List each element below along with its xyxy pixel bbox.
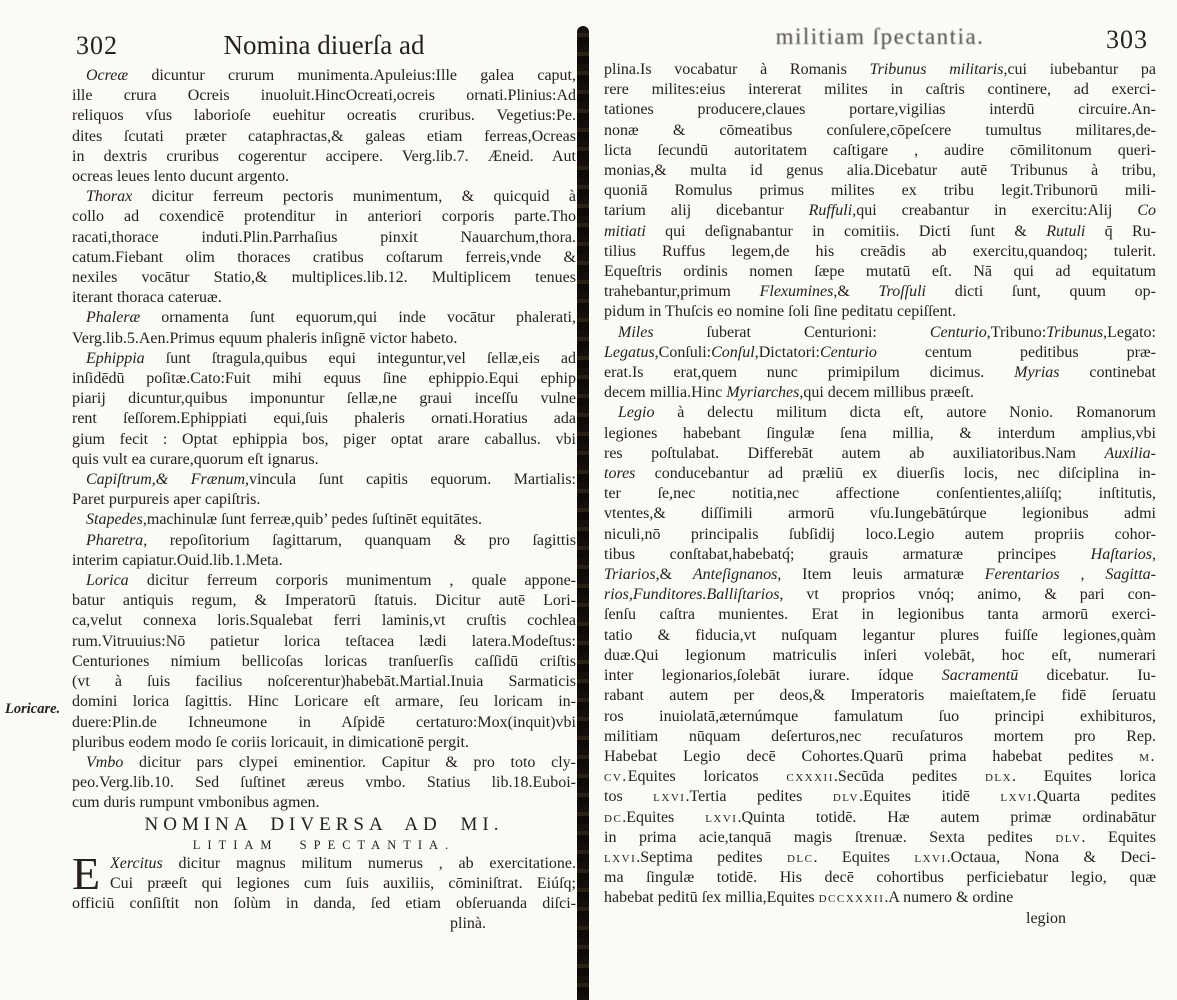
text-run: NOMINA DIVERSA AD MI. xyxy=(144,813,504,835)
text-line xyxy=(72,793,576,813)
text-line xyxy=(72,773,576,793)
text-run: domini lorica ſagittis. Hinc Loricare eſt armare, ſeu loricam in- xyxy=(72,693,576,711)
text-run: inſidēdū poſitæ.Cato:Fuit mihi equus ſine ephippio.Equi ephip xyxy=(72,370,576,388)
text-run: officiū conſiſtit non ſolùm in danda, ſed etiam obſeruanda diſci- xyxy=(72,894,576,912)
roman-numeral: dlc xyxy=(786,848,814,866)
text-line xyxy=(72,207,576,227)
text-run: ſunt ſtragula,quibus equi integuntur,vel ſellæ,eis ad xyxy=(144,349,576,367)
text-line xyxy=(72,753,576,773)
text-run: nexiles vocātur Statio,& multiplices.lib.12. Multiplicem tenues xyxy=(72,269,576,287)
text-run: inter legionarios,ſolebāt iurare. ídque xyxy=(604,667,942,685)
italic-term: Centurio xyxy=(929,323,987,341)
italic-term: Triarios xyxy=(604,566,656,584)
italic-term: Vmbo xyxy=(86,753,124,771)
italic-term: Sagitta- xyxy=(1105,566,1156,584)
text-run: ter ſe,nec notitia,nec affectione conſentientes,aliíſq; inſtitutis, xyxy=(604,485,1156,503)
italic-term: Myriarches xyxy=(726,384,800,402)
book-gutter-shadow xyxy=(577,26,589,1000)
right-page xyxy=(604,24,1156,929)
text-line xyxy=(72,430,576,450)
text-run: , xyxy=(1059,566,1106,584)
italic-term: Co xyxy=(1137,202,1156,220)
text-run: rent ſeſſorem.Ephippiati equi,ſuis phaleris ornati.Horatius ada xyxy=(72,410,576,428)
text-run: batur antiquis regum, & Imperatorū ſtatuis. Dicitur autē Lori- xyxy=(72,592,576,610)
text-run: .Quinta totidē. Hæ autem primæ ordinabātur xyxy=(737,808,1156,826)
text-line xyxy=(72,248,576,268)
roman-numeral: dlx xyxy=(984,768,1013,786)
text-line xyxy=(72,187,576,207)
text-line xyxy=(604,808,1156,828)
text-line xyxy=(72,147,576,167)
text-run: tilius Ruffus legem,de his creādis ab exercitu,quandoq; tulerit. xyxy=(604,242,1156,260)
text-run: q̄ Ru- xyxy=(1085,222,1156,240)
text-run: in dextris cruribus cogerentur accipere. Verg.lib.7. Æneid. Aut xyxy=(72,147,576,165)
italic-term: Flexumines xyxy=(759,283,834,301)
italic-term: Legatus xyxy=(604,343,655,361)
text-line xyxy=(604,767,1156,787)
text-line xyxy=(604,343,1156,363)
left-text xyxy=(72,66,576,934)
text-line xyxy=(604,605,1156,625)
text-line xyxy=(72,713,576,733)
right-running-header: militiam ſpectantia. xyxy=(775,24,985,49)
text-run: racati,thorace induti.Plin.Parrhaſius pinxit Nauarchum,thora. xyxy=(72,228,576,246)
text-line xyxy=(604,80,1156,100)
roman-numeral: lxvi xyxy=(705,808,738,826)
text-line xyxy=(604,60,1156,80)
text-line xyxy=(604,646,1156,666)
text-run: ſenſu caſtra munientes. Erat in legionibus tanta armorū exerci- xyxy=(604,606,1156,624)
text-run: quoniā Romulus primus milites ex tribu legit.Tribunorū mili- xyxy=(604,182,1156,200)
text-line xyxy=(72,106,576,126)
paragraph xyxy=(72,470,576,510)
text-run: .Equites xyxy=(622,808,706,826)
text-line xyxy=(604,545,1156,565)
text-line xyxy=(604,666,1156,686)
left-page-header xyxy=(72,30,576,66)
text-run: interim capiatur.Ouid.lib.1.Meta. xyxy=(72,551,283,569)
text-line xyxy=(72,66,576,86)
text-run: plinà. xyxy=(450,915,486,933)
text-run: collo ad coxendicē protenditur in anteriori corporis parte.Tho xyxy=(72,208,576,226)
text-run: .Equites itidē xyxy=(858,788,1001,806)
italic-term: Ruffuli xyxy=(808,202,853,220)
text-line xyxy=(604,201,1156,221)
text-run: Paret purpureis aper capiſtris. xyxy=(72,491,261,509)
text-run: , vt proprios vnóq; animo, & pari con- xyxy=(779,586,1156,604)
text-run: habebat peditū ſex millia,Equites xyxy=(604,889,819,907)
text-run: dicitur magnus militum numerus , ab exercitatione. xyxy=(162,854,576,872)
text-line xyxy=(604,100,1156,120)
italic-term: Myrias xyxy=(1014,364,1060,382)
italic-term: Ferentarios xyxy=(984,566,1060,584)
text-run: .Quarta pedites xyxy=(1032,788,1156,806)
text-run: vtentes,& diſſimili armorū vſu.Iungebātúrque legionibus admi xyxy=(604,505,1156,523)
text-line xyxy=(604,141,1156,161)
text-line xyxy=(604,282,1156,302)
left-page xyxy=(72,30,576,934)
paragraph xyxy=(72,66,576,187)
text-line xyxy=(604,242,1156,262)
text-line xyxy=(72,268,576,288)
text-line xyxy=(72,632,576,652)
text-run: res poſtulabat. Differebāt autem ab auxiliatoribus.Nam xyxy=(604,444,1105,462)
text-line xyxy=(72,672,576,692)
text-run: pluribus eodem modo ſe coriis loricauit, in dimicationē pergit. xyxy=(72,733,469,751)
text-line xyxy=(604,424,1156,444)
text-line xyxy=(604,525,1156,545)
text-run: rabant autem per deos,& Imperatoris maieſtatem,ſe fidē ſeruatu xyxy=(604,687,1156,705)
text-run: tibus conſtabat,habebatq́; grauis armaturæ principes xyxy=(604,545,1091,563)
text-run: ,cui iubebantur pa xyxy=(1003,61,1156,78)
text-run: gium fecit : Optat ephippia bos, piger optat arare caballus. vbi xyxy=(72,430,576,448)
text-run: ,Conſuli: xyxy=(654,343,712,361)
text-run: dicuntur crurum munimenta.Apuleius:Ille galea caput, xyxy=(128,67,576,84)
text-run: decem millia.Hinc xyxy=(604,384,727,402)
text-run: tationes producere,claues portare,vigilias interdū circuire.An- xyxy=(604,101,1156,119)
text-line xyxy=(604,626,1156,646)
drop-cap: E xyxy=(72,847,101,899)
text-line xyxy=(72,733,576,753)
text-run: ,qui creabantur in exercitu:Alij xyxy=(852,202,1138,220)
text-run: à delectu militum dicta eſt, autore Nonio. Romanorum xyxy=(654,404,1156,422)
paragraph xyxy=(604,403,1156,908)
text-run: centum peditibus præ- xyxy=(876,343,1156,361)
text-line xyxy=(604,484,1156,504)
text-run: . Equites xyxy=(813,848,915,866)
text-line xyxy=(604,828,1156,848)
text-run: ca,velut connexa loris.Squalebat ferri laminis,vt cruſtis cochlea xyxy=(72,612,576,630)
text-line xyxy=(604,121,1156,141)
text-line xyxy=(72,914,576,934)
text-line xyxy=(110,874,576,894)
italic-term: Conſul xyxy=(711,343,755,361)
left-page-number: 302 xyxy=(76,31,118,60)
margin-note: Loricare. xyxy=(5,701,61,717)
text-run: continebat xyxy=(1059,364,1156,382)
italic-term: Auxilia- xyxy=(1104,444,1156,462)
text-run: dites ſcutati præter cataphractas,& galeas etiam ferreas,Ocreas xyxy=(72,127,576,145)
right-page-header xyxy=(604,24,1156,60)
text-line xyxy=(72,510,576,530)
text-run: Centuriones nimium bellicoſas loricas tranſuerſis caſſidū criſtis xyxy=(72,652,576,670)
right-text xyxy=(604,60,1156,929)
text-run: ros inuiolatā,æternúmque famulatum ſuo principi exhibituros, xyxy=(604,707,1156,725)
text-run: ,& xyxy=(655,566,693,584)
italic-term: Pharetra xyxy=(86,531,144,549)
paragraph xyxy=(72,531,576,571)
text-line xyxy=(604,383,1156,403)
text-run: qui deſignabantur in comitiis. Dicti ſunt & xyxy=(645,222,1047,240)
text-line xyxy=(604,464,1156,484)
text-run: reliquos vſus laborioſe euehitur ocreatis cruribus. Vegetius:Pe. xyxy=(72,107,576,125)
text-run: , repoſitorium ſagittarum, quanquam & pro ſagittis xyxy=(143,531,576,549)
text-run: dicitur pars clypei eminentior. Capitur & pro toto cly- xyxy=(123,753,576,771)
text-run: ,qui decem millibus præeſt. xyxy=(799,384,974,402)
paragraph xyxy=(72,847,576,935)
roman-numeral: lxvi xyxy=(604,848,637,866)
text-line xyxy=(72,409,576,429)
italic-term: mitiati xyxy=(604,222,646,240)
text-line xyxy=(72,389,576,409)
text-run: militiam nūquam deſerturos,nec recuſaturos mortem pro Rep. xyxy=(604,727,1156,745)
text-run: ,vincula ſunt capitis equorum. Martialis: xyxy=(245,471,576,489)
text-run: , Item leuis armaturæ xyxy=(777,566,985,584)
text-run: ſuberat Centurioni: xyxy=(653,323,930,341)
text-run: .Secūda pedites xyxy=(833,768,985,786)
text-line xyxy=(604,868,1156,888)
text-run: .Tertia pedites xyxy=(685,788,833,806)
text-run: ornamenta ſunt equorum,qui inde vocātur phalerati, xyxy=(140,309,576,327)
italic-term: Troſſuli xyxy=(878,283,926,301)
text-line xyxy=(604,262,1156,282)
left-running-header: Nomina diuerſa ad xyxy=(223,30,425,60)
paragraph xyxy=(604,60,1156,323)
text-run: ,& xyxy=(833,283,879,301)
text-run: plina.Is vocabatur à Romanis xyxy=(604,61,870,78)
text-line xyxy=(604,444,1156,464)
italic-term: Centurio xyxy=(820,343,877,361)
text-line xyxy=(604,363,1156,383)
text-run: legiones habebant ſingulæ ſena millia, & interdum amplius,vbi xyxy=(604,424,1156,442)
text-line xyxy=(604,585,1156,605)
italic-term: Ephippia xyxy=(86,349,145,367)
text-line xyxy=(110,854,576,874)
italic-term: Stapedes xyxy=(86,511,143,529)
roman-numeral: dccxxxii xyxy=(818,889,885,907)
italic-term: Lorica xyxy=(86,572,129,590)
text-run: , xyxy=(1152,545,1156,563)
text-line xyxy=(604,686,1156,706)
text-line xyxy=(72,450,576,470)
roman-numeral: dc xyxy=(604,808,623,826)
paragraph xyxy=(72,510,576,530)
text-run: legion xyxy=(1026,909,1066,927)
text-line xyxy=(604,909,1156,929)
text-run: rere milites:eius intererat milites in caſtris continere, ad exerci- xyxy=(604,81,1156,99)
text-line xyxy=(604,727,1156,747)
text-run: .A numero & ordine xyxy=(884,889,1014,907)
text-line xyxy=(604,403,1156,423)
text-line xyxy=(72,470,576,490)
text-run: erat.Is erat,quem nunc primipilum dicimus. xyxy=(604,364,1015,382)
text-run: . Equites xyxy=(1081,828,1156,846)
paragraph xyxy=(72,753,576,814)
text-line xyxy=(604,161,1156,181)
text-run: cum duris rumpunt vmbonibus agmen. xyxy=(72,794,320,812)
text-run: Cui præeſt qui legiones cum ſuis auxiliis, cōminiſtrat. Eiúſq; xyxy=(110,874,576,892)
text-run: ,machinulæ ſunt ferreæ,quib’ pedes ſuſtinēt equitātes. xyxy=(142,511,483,529)
italic-term: Rutuli xyxy=(1046,222,1086,240)
text-line xyxy=(72,692,576,712)
text-line xyxy=(604,707,1156,727)
text-line xyxy=(72,288,576,308)
text-run: dicti ſunt, quum op- xyxy=(925,283,1156,301)
text-line xyxy=(72,349,576,369)
text-run: Verg.lib.5.Aen.Primus equum phaleris inſignē victor habeto. xyxy=(72,329,458,347)
text-line xyxy=(604,302,1156,322)
text-line xyxy=(72,490,576,510)
italic-term: Tribunus militaris xyxy=(869,61,1004,78)
text-run: ,Dictatori: xyxy=(754,343,820,361)
text-run: iterant thoraca cateruæ. xyxy=(72,289,222,307)
text-line xyxy=(72,571,576,591)
text-run: pidum in Thuſcis eo nomine ſoli ſine peditatu cepiſſent. xyxy=(604,303,957,321)
text-run: Equites loricatos xyxy=(627,768,787,786)
text-line xyxy=(72,228,576,248)
paragraph xyxy=(72,308,576,348)
roman-numeral: dlv xyxy=(1055,828,1082,846)
italic-term: Sacramentū xyxy=(941,667,1019,685)
text-run: . Equites lorica xyxy=(1012,768,1156,786)
italic-term: Ocreæ xyxy=(86,67,129,84)
italic-term: Tribunus xyxy=(1046,323,1104,341)
right-page-number: 303 xyxy=(1106,25,1148,54)
italic-term: Haſtarios xyxy=(1090,545,1152,563)
text-run: LITIAM SPECTANTIA. xyxy=(192,837,456,852)
paragraph xyxy=(72,836,576,854)
text-run: quis vult ea curare,quorum eſt ignarus. xyxy=(72,450,319,468)
paragraph xyxy=(604,323,1156,404)
italic-term: tores xyxy=(604,465,636,483)
text-run: .Octaua, Nona & Deci- xyxy=(946,848,1156,866)
text-line xyxy=(72,814,576,836)
text-line xyxy=(604,222,1156,242)
text-run: ,Legato: xyxy=(1103,323,1156,341)
italic-term: Legio xyxy=(618,404,655,422)
text-run: dicitur ferreum corporis munimentum , quale appone- xyxy=(128,572,576,590)
text-run: niculi,nō principalis ſubſidij loco.Legio autem propriis cohor- xyxy=(604,525,1156,543)
italic-term: Phaleræ xyxy=(86,309,141,327)
text-run: in prima acie,tanquā magis ſtrenuæ. Sexta pedites xyxy=(604,828,1056,846)
text-run: monias,& multa id genus alia.Dicebatur autē Tribunus à tribu, xyxy=(604,162,1156,180)
text-line xyxy=(72,329,576,349)
text-run: piarij dicuntur,quibus imponuntur ſellæ,ne graui inceſſu vulne xyxy=(72,390,576,408)
text-run: dicebatur. Iu- xyxy=(1018,667,1156,685)
text-line xyxy=(72,551,576,571)
roman-numeral: cv. xyxy=(604,768,628,786)
paragraph xyxy=(72,814,576,836)
text-line xyxy=(72,369,576,389)
italic-term: Anteſignanos xyxy=(692,566,778,584)
text-run: (vt à ſuis facilius noſcerentur)habebāt.Martial.Inuia Sarmaticis xyxy=(72,673,576,691)
italic-term: Xercitus xyxy=(110,854,163,872)
paragraph xyxy=(72,187,576,308)
text-line xyxy=(72,308,576,328)
text-run: rum.Vitruuius:Nō patietur lorica teſtacea lædi latera.Modeſtus: xyxy=(72,632,576,650)
italic-term: Miles xyxy=(618,323,654,341)
roman-numeral: cxxxii xyxy=(786,768,834,786)
text-run: Equeſtris ordinis nomen ſæpe mutatū eſt. Nā qui ad equitatum xyxy=(604,263,1156,281)
italic-term: Thorax xyxy=(86,188,133,206)
text-line xyxy=(72,86,576,106)
text-run: ille crura Ocreis inuoluit.HincOcreati,ocreis ornati.Plinius:Ad xyxy=(72,87,576,105)
text-run: licta ſecundū autoritatem caſtigare , audire cōmilitonum queri- xyxy=(604,141,1156,159)
roman-numeral: lxvi xyxy=(653,788,686,806)
text-run: catum.Fiebant olim thoraces cratibus coſtarum ferreis,vnde & xyxy=(72,248,576,266)
text-line xyxy=(604,787,1156,807)
text-run: .Septima pedites xyxy=(636,848,787,866)
text-line xyxy=(72,127,576,147)
paragraph xyxy=(72,349,576,470)
text-line xyxy=(72,611,576,631)
text-line xyxy=(72,894,576,914)
italic-term: Capiſtrum,& Frænum xyxy=(86,471,245,489)
italic-term: rios,Funditores.Balliſtarios xyxy=(604,586,780,604)
text-run: ocreas leues lento ducunt argento. xyxy=(72,168,289,186)
text-run: Habebat Legio decē Cohortes.Quarū prima habebat pedites xyxy=(604,747,1140,765)
text-line xyxy=(604,848,1156,868)
text-line xyxy=(604,181,1156,201)
text-line xyxy=(72,591,576,611)
text-run: tos xyxy=(604,788,654,806)
text-run: duere:Plin.de Ichneumone in Aſpidē certaturo:Mox(inquit)vbi xyxy=(72,713,576,731)
text-run: trahebantur,primum xyxy=(604,283,760,301)
text-run: dicitur ferreum pectoris munimentum, & quicquid à xyxy=(132,188,576,206)
text-line xyxy=(72,531,576,551)
text-run: tatio & fiducia,vt nuſquam legantur plures fuiſſe legiones,quàm xyxy=(604,626,1156,644)
paragraph xyxy=(72,571,576,753)
text-run: duæ.Qui legionum matriculis inſeri volebāt, hoc eſt, numerari xyxy=(604,646,1156,664)
text-line xyxy=(604,323,1156,343)
text-run: ,Tribuno: xyxy=(986,323,1047,341)
text-line xyxy=(604,888,1156,908)
text-run: ma ſingulæ totidē. His decē cohortibus perficiebatur legio, quæ xyxy=(604,869,1156,887)
text-run: conducebantur ad præliū ex diuerſis locis, nec diſciplina in- xyxy=(635,465,1156,483)
roman-numeral: lxvi xyxy=(914,848,947,866)
paragraph xyxy=(604,909,1156,929)
text-run: peo.Verg.lib.10. Sed ſuſtinet æreus vmbo. Statius lib.18.Euboi- xyxy=(72,774,576,792)
text-line xyxy=(72,167,576,187)
text-run: tarium alij dicebantur xyxy=(604,202,809,220)
text-line xyxy=(72,652,576,672)
text-line xyxy=(604,504,1156,524)
roman-numeral: lxvi xyxy=(1000,788,1033,806)
text-line xyxy=(604,747,1156,767)
roman-numeral: m. xyxy=(1139,747,1156,765)
text-line xyxy=(604,565,1156,585)
text-run: nonæ & cōmeatibus conſulere,cōpeſcere tumultus militares,de- xyxy=(604,121,1156,139)
text-line xyxy=(72,836,576,854)
roman-numeral: dlv xyxy=(832,788,859,806)
